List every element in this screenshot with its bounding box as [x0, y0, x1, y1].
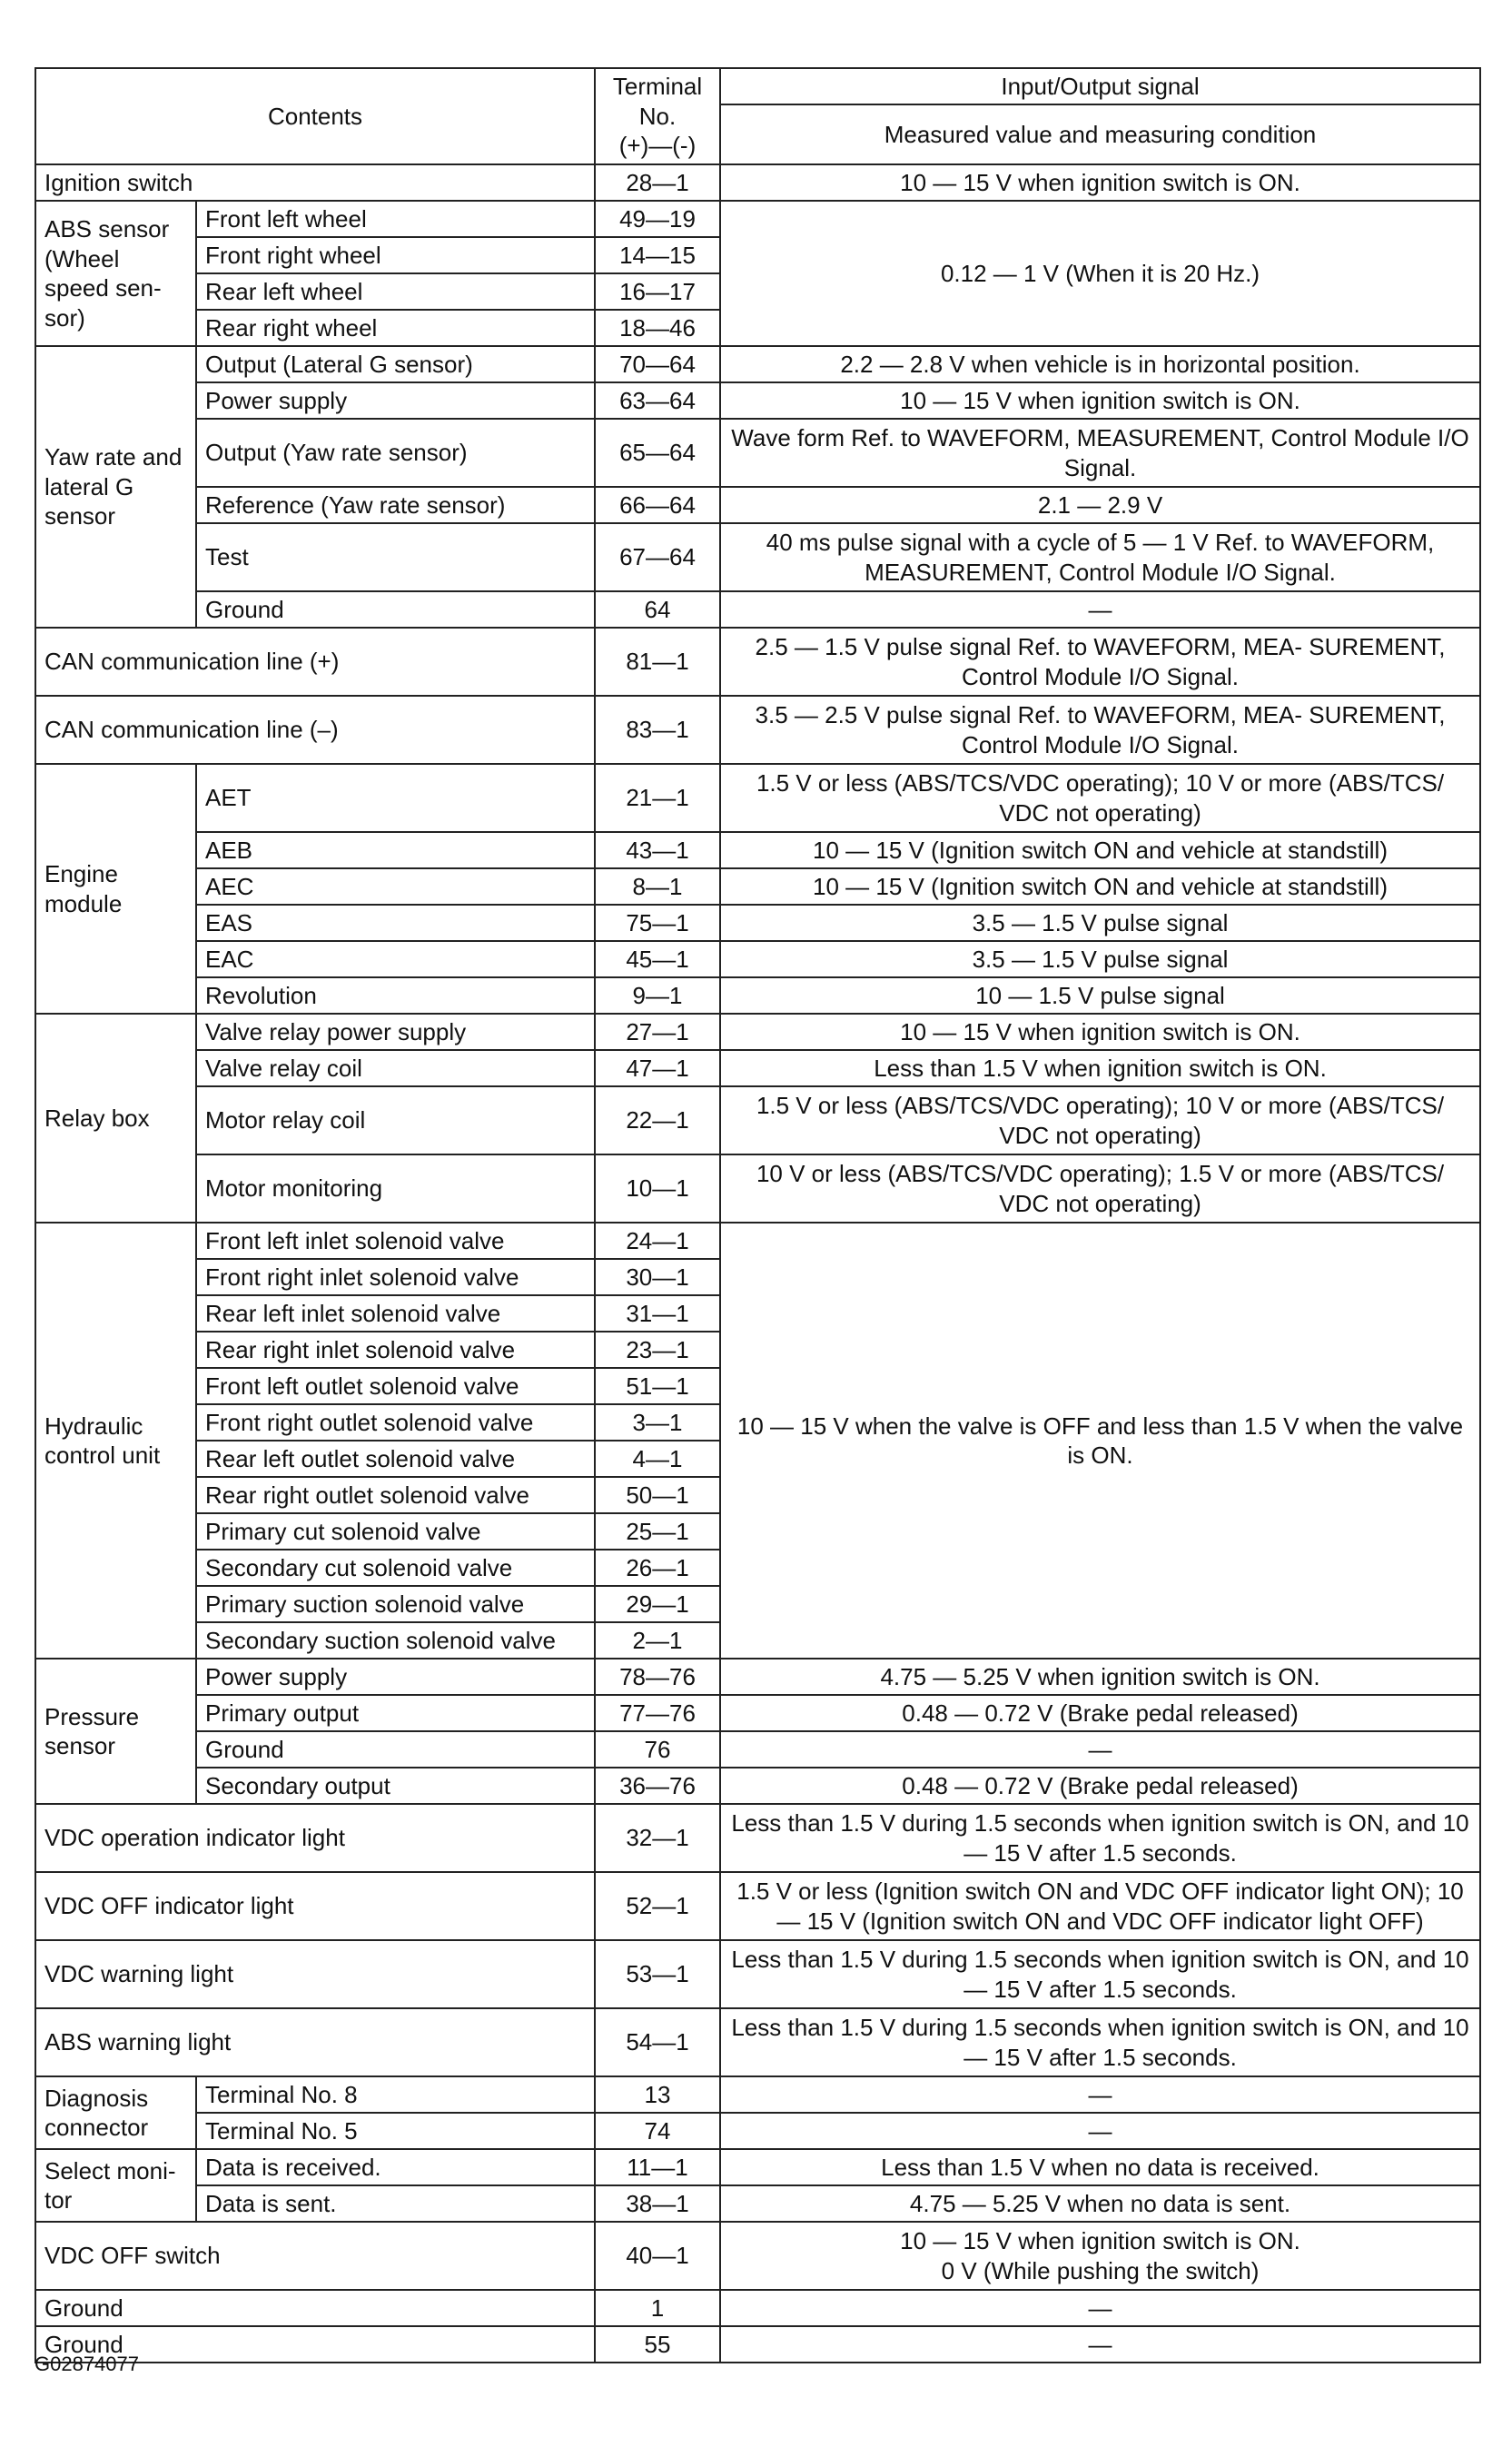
table-row [35, 1804, 1480, 1872]
terminal-cell: 65—64 [595, 419, 720, 487]
row-label: Ground [196, 591, 595, 628]
terminal-cell: 13 [595, 2076, 720, 2113]
table-row [35, 1872, 1480, 1940]
terminal-cell: 11—1 [595, 2149, 720, 2185]
value-cell: 0.48 — 0.72 V (Brake pedal released) [720, 1768, 1480, 1804]
table-row [35, 832, 1480, 868]
table-row [35, 2149, 1480, 2185]
terminal-cell: 23—1 [595, 1332, 720, 1368]
row-label: EAC [196, 941, 595, 977]
row-label: Rear right wheel [196, 310, 595, 346]
table-row [35, 764, 1480, 832]
value-cell: Less than 1.5 V during 1.5 seconds when ignition switch is ON, and 10 — 15 V after 1.5 seconds. [720, 2008, 1480, 2076]
row-label: VDC OFF indicator light [35, 1872, 595, 1940]
table-row [35, 2008, 1480, 2076]
terminal-cell: 64 [595, 591, 720, 628]
table-row [35, 977, 1480, 1014]
table-row [35, 2290, 1480, 2326]
row-label: Reference (Yaw rate sensor) [196, 487, 595, 523]
row-label: Secondary output [196, 1768, 595, 1804]
terminal-cell: 3—1 [595, 1404, 720, 1441]
value-cell: 2.2 — 2.8 V when vehicle is in horizontal position. [720, 346, 1480, 382]
table-row [35, 1086, 1480, 1154]
terminal-cell: 51—1 [595, 1368, 720, 1404]
group-label: Engine module [35, 764, 196, 1014]
table-row [35, 628, 1480, 696]
value-cell: 2.5 — 1.5 V pulse signal Ref. to WAVEFORM, MEA- SUREMENT, Control Module I/O Signal. [720, 628, 1480, 696]
terminal-cell: 30—1 [595, 1259, 720, 1295]
value-cell [720, 2222, 1480, 2290]
row-label: Secondary cut solenoid valve [196, 1550, 595, 1586]
terminal-cell: 24—1 [595, 1223, 720, 1259]
terminal-cell: 36—76 [595, 1768, 720, 1804]
row-label: Data is received. [196, 2149, 595, 2185]
value-cell: — [720, 2076, 1480, 2113]
terminal-cell: 75—1 [595, 905, 720, 941]
table-row [35, 2185, 1480, 2222]
terminal-cell: 76 [595, 1731, 720, 1768]
row-label: Valve relay power supply [196, 1014, 595, 1050]
row-label: Front right inlet solenoid valve [196, 1259, 595, 1295]
value-cell: 0.12 — 1 V (When it is 20 Hz.) [720, 201, 1480, 346]
table-row [35, 1695, 1480, 1731]
terminal-cell: 27—1 [595, 1014, 720, 1050]
terminal-cell: 55 [595, 2326, 720, 2363]
terminal-cell: 54—1 [595, 2008, 720, 2076]
terminal-cell: 1 [595, 2290, 720, 2326]
table-row [35, 2076, 1480, 2113]
table-row [35, 164, 1480, 201]
value-cell: 1.5 V or less (ABS/TCS/VDC operating); 10 V or more (ABS/TCS/ VDC not operating) [720, 1086, 1480, 1154]
group-label: Pressure sensor [35, 1659, 196, 1804]
row-label: Motor relay coil [196, 1086, 595, 1154]
terminal-cell: 53—1 [595, 1940, 720, 2008]
value-cell: 3.5 — 2.5 V pulse signal Ref. to WAVEFORM, MEA- SUREMENT, Control Module I/O Signal. [720, 696, 1480, 764]
header-measured: Measured value and measuring condition [720, 104, 1480, 164]
terminal-cell: 9—1 [595, 977, 720, 1014]
value-cell: 10 — 15 V (Ignition switch ON and vehicle at standstill) [720, 832, 1480, 868]
table-row [35, 382, 1480, 419]
table-row [35, 1731, 1480, 1768]
row-label: VDC operation indicator light [35, 1804, 595, 1872]
value-cell: 40 ms pulse signal with a cycle of 5 — 1 V Ref. to WAVEFORM, MEASUREMENT, Control Module I/O Signal. [720, 523, 1480, 591]
value-cell: — [720, 1731, 1480, 1768]
value-cell: 2.1 — 2.9 V [720, 487, 1480, 523]
row-label: CAN communication line (–) [35, 696, 595, 764]
terminal-cell: 83—1 [595, 696, 720, 764]
table-row [35, 591, 1480, 628]
row-label: Power supply [196, 382, 595, 419]
figure-code: G02874077 [35, 2353, 139, 2375]
row-label: Power supply [196, 1659, 595, 1695]
row-label: Ground [196, 1731, 595, 1768]
row-label: Rear left inlet solenoid valve [196, 1295, 595, 1332]
terminal-cell: 16—17 [595, 273, 720, 310]
value-cell: Less than 1.5 V when ignition switch is ON. [720, 1050, 1480, 1086]
group-label: Hydraulic control unit [35, 1223, 196, 1659]
table-row [35, 487, 1480, 523]
value-cell: 4.75 — 5.25 V when ignition switch is ON. [720, 1659, 1480, 1695]
row-label: Data is sent. [196, 2185, 595, 2222]
row-label: AET [196, 764, 595, 832]
value-cell: — [720, 2326, 1480, 2363]
table-row [35, 1659, 1480, 1695]
table-row [35, 2222, 1480, 2290]
row-label: AEB [196, 832, 595, 868]
terminal-cell: 70—64 [595, 346, 720, 382]
row-label: Ground [35, 2290, 595, 2326]
value-cell: 1.5 V or less (ABS/TCS/VDC operating); 10 V or more (ABS/TCS/ VDC not operating) [720, 764, 1480, 832]
row-label: Secondary suction solenoid valve [196, 1622, 595, 1659]
terminal-cell: 78—76 [595, 1659, 720, 1695]
terminal-cell: 14—15 [595, 237, 720, 273]
terminal-cell: 26—1 [595, 1550, 720, 1586]
value-cell: 10 V or less (ABS/TCS/VDC operating); 1.5 V or more (ABS/TCS/ VDC not operating) [720, 1154, 1480, 1223]
table-row [35, 1768, 1480, 1804]
group-label: Relay box [35, 1014, 196, 1223]
group-label: Yaw rate and lateral G sensor [35, 346, 196, 628]
group-label: ABS sensor (Wheel speed sen- sor) [35, 201, 196, 346]
row-label: Primary cut solenoid valve [196, 1513, 595, 1550]
table-row [35, 1014, 1480, 1050]
io-signal-table [35, 67, 1481, 2363]
row-label: Rear left wheel [196, 273, 595, 310]
row-label: VDC OFF switch [35, 2222, 595, 2290]
terminal-cell: 50—1 [595, 1477, 720, 1513]
table-row [35, 2113, 1480, 2149]
row-label: Ground [35, 2326, 595, 2363]
row-label: Motor monitoring [196, 1154, 595, 1223]
row-label: Front right outlet solenoid valve [196, 1404, 595, 1441]
terminal-cell: 63—64 [595, 382, 720, 419]
value-cell: — [720, 2290, 1480, 2326]
terminal-cell: 77—76 [595, 1695, 720, 1731]
terminal-cell: 74 [595, 2113, 720, 2149]
terminal-cell: 31—1 [595, 1295, 720, 1332]
row-label: Terminal No. 8 [196, 2076, 595, 2113]
row-label: Front left outlet solenoid valve [196, 1368, 595, 1404]
row-label: Test [196, 523, 595, 591]
value-cell: 1.5 V or less (Ignition switch ON and VDC OFF indicator light ON); 10 — 15 V (Ignition switch ON and VDC OFF indicator light OFF) [720, 1872, 1480, 1940]
terminal-cell: 52—1 [595, 1872, 720, 1940]
row-label: Terminal No. 5 [196, 2113, 595, 2149]
table-row [35, 2326, 1480, 2363]
row-label: Output (Lateral G sensor) [196, 346, 595, 382]
header-contents: Contents [35, 68, 595, 164]
header-row [35, 68, 1480, 104]
terminal-cell: 10—1 [595, 1154, 720, 1223]
row-label: CAN communication line (+) [35, 628, 595, 696]
terminal-cell: 25—1 [595, 1513, 720, 1550]
value-line-1: 10 — 15 V when ignition switch is ON. [900, 2227, 1300, 2254]
row-label: Output (Yaw rate sensor) [196, 419, 595, 487]
row-label: Revolution [196, 977, 595, 1014]
value-cell: 10 — 15 V (Ignition switch ON and vehicle at standstill) [720, 868, 1480, 905]
value-cell: 3.5 — 1.5 V pulse signal [720, 941, 1480, 977]
value-cell: 10 — 15 V when ignition switch is ON. [720, 382, 1480, 419]
terminal-cell: 2—1 [595, 1622, 720, 1659]
value-cell: 4.75 — 5.25 V when no data is sent. [720, 2185, 1480, 2222]
value-cell: Less than 1.5 V during 1.5 seconds when ignition switch is ON, and 10 — 15 V after 1.5 seconds. [720, 1804, 1480, 1872]
row-label: Rear left outlet solenoid valve [196, 1441, 595, 1477]
value-line-2: 0 V (While pushing the switch) [941, 2256, 1260, 2284]
table-row [35, 1154, 1480, 1223]
header-terminal-line2: No. [638, 102, 677, 130]
value-cell: 3.5 — 1.5 V pulse signal [720, 905, 1480, 941]
row-label: Valve relay coil [196, 1050, 595, 1086]
group-label: Diagnosis connector [35, 2076, 196, 2149]
row-label: Front left inlet solenoid valve [196, 1223, 595, 1259]
value-cell: Less than 1.5 V when no data is received. [720, 2149, 1480, 2185]
value-cell: — [720, 2113, 1480, 2149]
header-terminal-line1: Terminal [612, 73, 703, 101]
terminal-cell: 28—1 [595, 164, 720, 201]
terminal-cell: 32—1 [595, 1804, 720, 1872]
terminal-cell: 8—1 [595, 868, 720, 905]
terminal-cell: 18—46 [595, 310, 720, 346]
value-cell: Wave form Ref. to WAVEFORM, MEASUREMENT, Control Module I/O Signal. [720, 419, 1480, 487]
row-label: Rear right outlet solenoid valve [196, 1477, 595, 1513]
value-cell: 10 — 15 V when ignition switch is ON. [720, 1014, 1480, 1050]
table-row [35, 346, 1480, 382]
value-cell: 10 — 15 V when the valve is OFF and less than 1.5 V when the valve is ON. [720, 1223, 1480, 1659]
row-label: Ignition switch [35, 164, 595, 201]
table-row [35, 1223, 1480, 1259]
group-label: Select moni- tor [35, 2149, 196, 2222]
header-terminal-line3: (+)—(-) [618, 132, 697, 160]
value-cell: 10 — 15 V when ignition switch is ON. [720, 164, 1480, 201]
terminal-cell: 45—1 [595, 941, 720, 977]
row-label: EAS [196, 905, 595, 941]
row-label: VDC warning light [35, 1940, 595, 2008]
value-cell: 0.48 — 0.72 V (Brake pedal released) [720, 1695, 1480, 1731]
terminal-cell: 4—1 [595, 1441, 720, 1477]
row-label: ABS warning light [35, 2008, 595, 2076]
row-label: Front left wheel [196, 201, 595, 237]
header-terminal [595, 68, 720, 164]
terminal-cell: 22—1 [595, 1086, 720, 1154]
terminal-cell: 40—1 [595, 2222, 720, 2290]
terminal-cell: 66—64 [595, 487, 720, 523]
row-label: Front right wheel [196, 237, 595, 273]
value-cell: Less than 1.5 V during 1.5 seconds when ignition switch is ON, and 10 — 15 V after 1.5 seconds. [720, 1940, 1480, 2008]
row-label: Primary suction solenoid valve [196, 1586, 595, 1622]
terminal-cell: 67—64 [595, 523, 720, 591]
terminal-cell: 38—1 [595, 2185, 720, 2222]
table-row [35, 696, 1480, 764]
terminal-cell: 47—1 [595, 1050, 720, 1086]
value-cell: 10 — 1.5 V pulse signal [720, 977, 1480, 1014]
value-cell: — [720, 591, 1480, 628]
table-row [35, 419, 1480, 487]
terminal-cell: 29—1 [595, 1586, 720, 1622]
table-row [35, 201, 1480, 237]
table-row [35, 905, 1480, 941]
row-label: Rear right inlet solenoid valve [196, 1332, 595, 1368]
table-row [35, 1940, 1480, 2008]
table-row [35, 1050, 1480, 1086]
row-label: Primary output [196, 1695, 595, 1731]
table-row [35, 868, 1480, 905]
header-io-signal: Input/Output signal [720, 68, 1480, 104]
terminal-cell: 81—1 [595, 628, 720, 696]
table-row [35, 523, 1480, 591]
terminal-cell: 21—1 [595, 764, 720, 832]
row-label: AEC [196, 868, 595, 905]
terminal-cell: 49—19 [595, 201, 720, 237]
terminal-cell: 43—1 [595, 832, 720, 868]
table-row [35, 941, 1480, 977]
